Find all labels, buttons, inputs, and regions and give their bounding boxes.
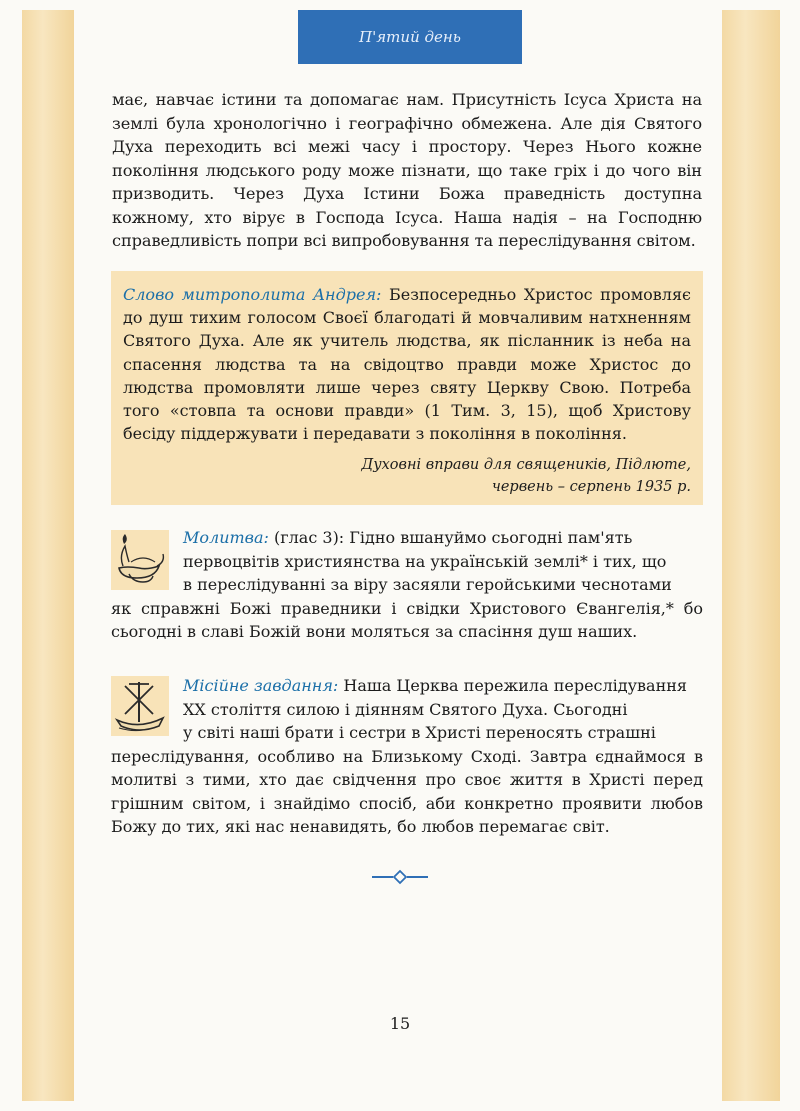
prayer-line-3: в переслідуванні за віру засяяли геройськими чеснотами — [183, 575, 672, 594]
mission-block — [111, 674, 703, 839]
mission-line-1: Місійне завдання: Наша Церква пережила переслідування — [183, 676, 688, 695]
diamond-ornament-icon — [370, 869, 430, 885]
right-margin-strip — [722, 10, 780, 1101]
quote-text — [123, 283, 691, 445]
prayer-line-2: первоцвітів християнства на українській землі* і тих, що — [183, 551, 667, 571]
mission-line-4: переслідування, особливо на Близькому Сході. Завтра єднаймося в молитві з тими, хто дає свідчення про своє життя в Христі перед грішним світом, і знайдімо спосіб, аби конкретно проявити любов Божу до тих, які нас ненавидять, бо любов перемагає світ. — [111, 746, 703, 836]
quote-lead: Слово митрополита Андрея: — [123, 285, 382, 304]
chapter-header — [298, 10, 522, 64]
prayer-line-4: як справжні Божі праведники і свідки Христового Євангелія,* бо сьогодні в славі Божій вони моляться за спасіння душ наших. — [111, 598, 703, 641]
chapter-title: П'ятий день — [359, 28, 461, 46]
prayer-line-1: Молитва: (глас 3): Гідно вшануймо сьогодні пам'ять — [183, 528, 633, 547]
prayer-lead: Молитва: — [183, 528, 269, 547]
left-margin-strip — [22, 10, 74, 1101]
attribution-line-1: Духовні вправи для священиків, Підлюте, — [361, 457, 691, 473]
prayer-block — [111, 526, 703, 644]
quote-attribution — [271, 454, 691, 498]
quote-body: Безпосередньо Христос промовляє до душ тихим голосом Своєї благодаті й мовчаливим натхненням Святого Духа. Але як учитель людства, як післанник із неба на спасення людства та на свідоцтво правди може Христос до людства промовляти лише через святу Церкву Свою. Потреба того «стовпа та основи правди» (1 Тим. 3, 15), щоб Христову бесіду піддержувати і передавати з покоління в покоління. — [123, 285, 691, 444]
intro-paragraph: має, навчає істини та допомагає нам. Присутність Ісуса Христа на землі була хронологічно і географічно обмежена. Але дія Святого Духа переходить всі межі часу і простору. Через Нього кожне покоління людського роду може пізнати, що таке гріх і до чого він призводить. Через Духа Істини Божа праведність доступна кожному, хто вірує в Господа Ісуса. Наша надія – на Господню справедливість попри всі випробовування та переслідування світом. — [112, 90, 702, 250]
mission-lead: Місійне завдання: — [183, 676, 339, 695]
page-number: 15 — [389, 1014, 411, 1033]
attribution-line-2: червень – серпень 1935 р. — [491, 479, 691, 495]
quote-box — [111, 271, 703, 505]
mission-line-3: у світі наші брати і сестри в Христі переносять страшні — [183, 723, 656, 742]
mission-line-2: XX століття силою і діянням Святого Духа. Сьогодні — [183, 699, 628, 719]
